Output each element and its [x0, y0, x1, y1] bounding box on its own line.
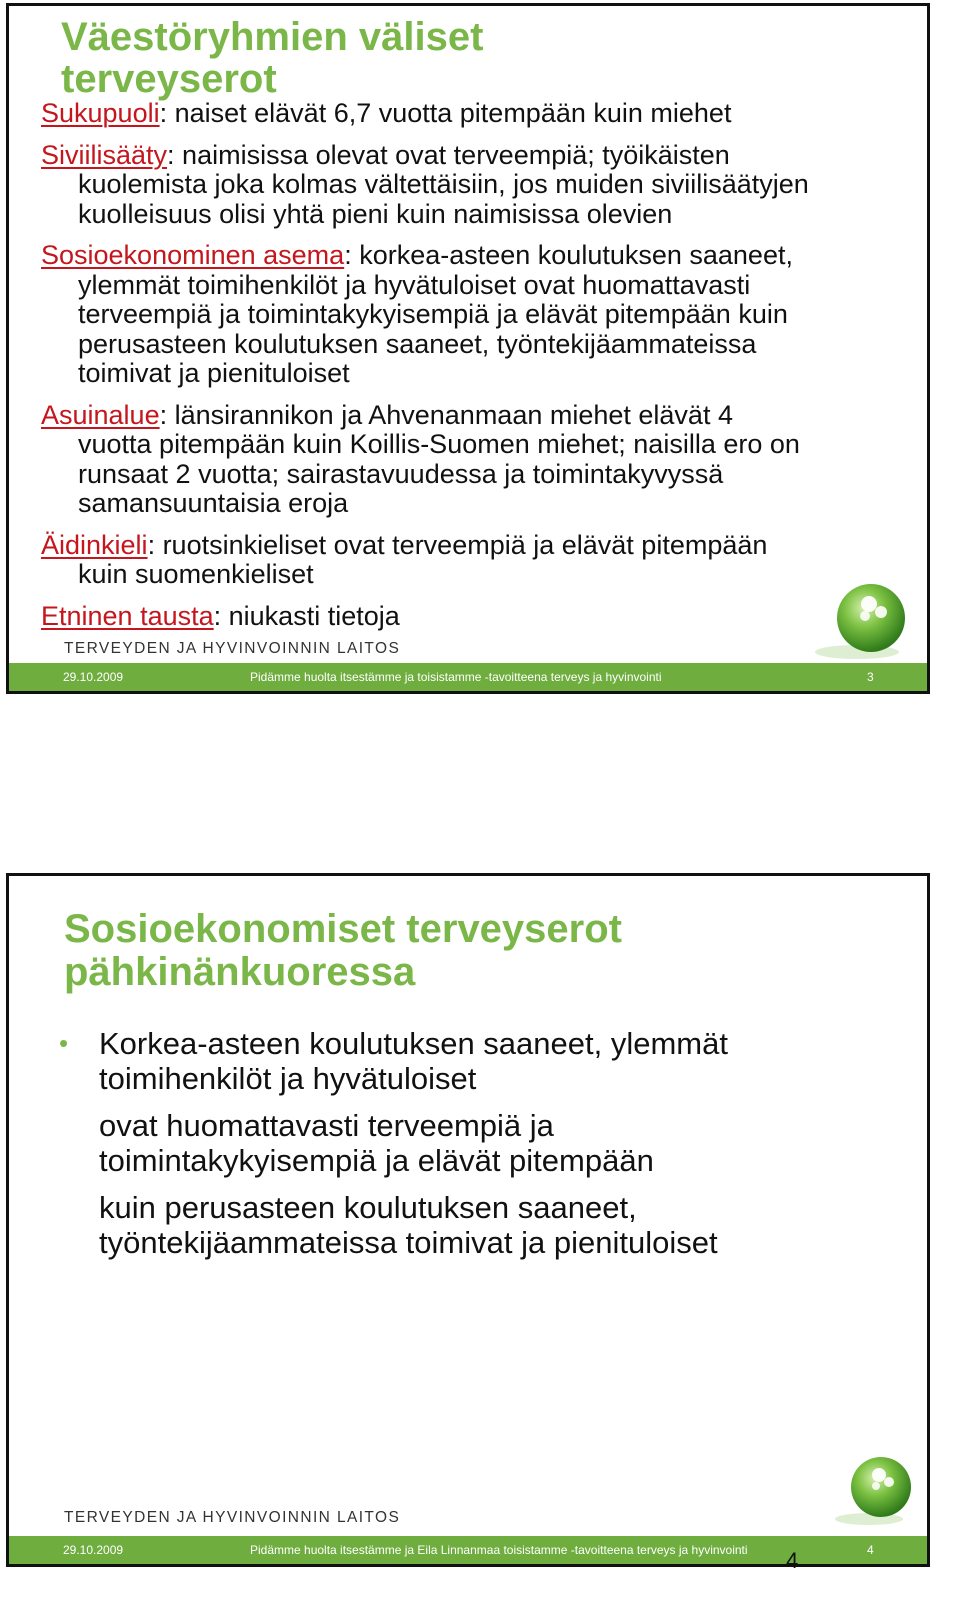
item-text: : niukasti tietoja: [213, 600, 400, 631]
text-line: toimintakykyisempiä ja elävät pitempään: [99, 1143, 654, 1178]
item-text: ylemmät toimihenkilöt ja hyvätuloiset ovat huomattavasti: [78, 269, 751, 300]
text-line: Korkea-asteen koulutuksen saaneet, ylemmät: [99, 1026, 728, 1061]
slide-3: [6, 3, 930, 694]
group-list: [41, 99, 921, 643]
title-line: Väestöryhmien väliset: [61, 15, 484, 59]
item-head-link[interactable]: Asuinalue: [41, 399, 160, 430]
overlay-page-number: 4: [786, 1548, 799, 1573]
item-text: runsaat 2 vuotta; sairastavuudessa ja toimintakyvyssä: [78, 458, 724, 489]
text-line: kuin perusasteen koulutuksen saaneet,: [99, 1190, 637, 1225]
list-item: [41, 241, 921, 389]
item-head-link[interactable]: Etninen tausta: [41, 600, 214, 631]
item-text: perusasteen koulutuksen saaneet, työntekijäammateissa: [78, 328, 757, 359]
title-line: pähkinänkuoressa: [64, 950, 416, 994]
bullet-icon: •: [59, 1028, 69, 1058]
bullet-list: [59, 1026, 919, 1272]
item-text: kuin suomenkieliset: [78, 559, 314, 589]
footer-caption: Pidämme huolta itsestämme ja Eila Linnanmaa toisistamme -tavoitteena terveys ja hyvinvointi: [250, 1543, 748, 1557]
green-sphere-logo-icon: [809, 574, 919, 669]
item-head-link[interactable]: Sukupuoli: [41, 98, 160, 128]
item-text: : ruotsinkieliset ovat terveempiä ja elävät pitempään: [147, 529, 768, 560]
item-text: : naiset elävät 6,7 vuotta pitempään kuin miehet: [159, 98, 732, 128]
item-text: toimivat ja pienituloiset: [78, 358, 350, 388]
text-line: ovat huomattavasti terveempiä ja: [99, 1108, 554, 1143]
item-head-link[interactable]: Äidinkieli: [41, 529, 148, 560]
footer-date: 29.10.2009: [63, 670, 124, 684]
text-line: työntekijäammateissa toimivat ja pienituloiset: [99, 1225, 718, 1260]
footer-date: 29.10.2009: [63, 1543, 124, 1557]
title-line: terveyserot: [61, 57, 277, 101]
item-text: : korkea-asteen koulutuksen saaneet,: [344, 240, 793, 270]
item-text: kuolleisuus olisi yhtä pieni kuin naimisissa olevien: [78, 198, 673, 229]
slide-4: [6, 873, 930, 1573]
item-head-link[interactable]: Sosioekonominen asema: [41, 240, 345, 270]
list-item: [41, 531, 921, 590]
slide-title: [64, 908, 622, 994]
list-item: [41, 99, 921, 129]
text-line: toimihenkilöt ja hyvätuloiset: [99, 1061, 477, 1096]
slide-footer: [9, 663, 927, 691]
item-head-link[interactable]: Siviilisääty: [41, 139, 168, 170]
green-sphere-logo-icon: [831, 1449, 921, 1534]
page-number: 4: [867, 1543, 874, 1557]
organization-name: TERVEYDEN JA HYVINVOINNIN LAITOS: [64, 1509, 401, 1526]
page-number: 3: [867, 670, 874, 684]
paragraph: [99, 1026, 919, 1096]
paragraph: [99, 1190, 919, 1260]
organization-name: TERVEYDEN JA HYVINVOINNIN LAITOS: [64, 640, 401, 657]
footer-caption: Pidämme huolta itsestämme ja toisistamme -tavoitteena terveys ja hyvinvointi: [250, 670, 662, 684]
slide-title: [61, 16, 483, 100]
list-item: [41, 602, 921, 632]
item-text: vuotta pitempään kuin Koillis-Suomen miehet; naisilla ero on: [78, 429, 800, 459]
list-item: [41, 401, 921, 519]
item-text: : naimisissa olevat ovat terveempiä; työikäisten: [167, 139, 730, 170]
list-item: [59, 1026, 919, 1260]
item-text: : länsirannikon ja Ahvenanmaan miehet elävät 4: [159, 399, 733, 430]
list-item: [41, 141, 921, 230]
item-text: samansuuntaisia eroja: [78, 488, 349, 518]
title-line: Sosioekonomiset terveyserot: [64, 907, 622, 951]
paragraph: [99, 1108, 919, 1178]
item-text: terveempiä ja toimintakykyisempiä ja elävät pitempään kuin: [78, 299, 788, 329]
item-text: kuolemista joka kolmas vältettäisiin, jos muiden siviilisäätyjen: [78, 169, 809, 199]
